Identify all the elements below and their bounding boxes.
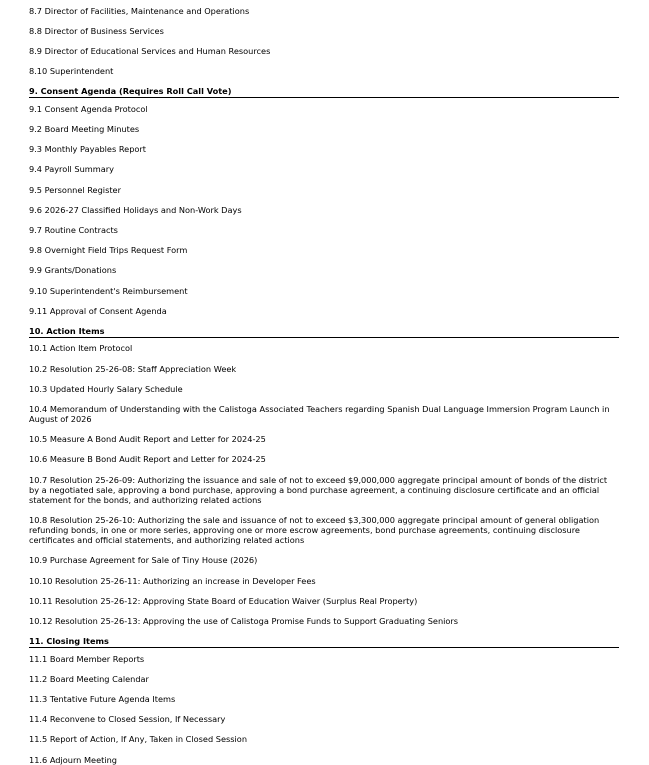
agenda-item-11-5[interactable]: 11.5 Report of Action, If Any, Taken in Closed Session: [29, 734, 248, 744]
agenda-item-10-10[interactable]: 10.10 Resolution 25-26-11: Authorizing an increase in Developer Fees: [29, 576, 316, 586]
agenda-item-8-10[interactable]: 8.10 Superintendent: [29, 66, 114, 76]
agenda-item-11-1[interactable]: 11.1 Board Member Reports: [29, 654, 145, 664]
section-heading-closing-items: 11. Closing Items: [29, 636, 619, 648]
agenda-item-10-7[interactable]: 10.7 Resolution 25-26-09: Authorizing the issuance and sale of not to exceed $9,000,000 aggregate principal amount of bonds of the district by a negotiated sale, approving a bond purchase, approving a bond purchase agreement, a continuing disclosure certificate and an official statement for the bonds, and authorizing related actions: [29, 475, 608, 505]
agenda-item-11-6[interactable]: 11.6 Adjourn Meeting: [29, 755, 117, 765]
agenda-item-11-2[interactable]: 11.2 Board Meeting Calendar: [29, 674, 149, 684]
agenda-item-10-4[interactable]: 10.4 Memorandum of Understanding with the Calistoga Associated Teachers regarding Spanish Dual Language Immersion Program Launch in August of 2026: [29, 404, 610, 424]
agenda-item-10-12[interactable]: 10.12 Resolution 25-26-13: Approving the use of Calistoga Promise Funds to Support Graduating Seniors: [29, 616, 459, 626]
agenda-item-9-6[interactable]: 9.6 2026-27 Classified Holidays and Non-Work Days: [29, 205, 242, 215]
agenda-item-9-1[interactable]: 9.1 Consent Agenda Protocol: [29, 104, 148, 114]
agenda-item-10-5[interactable]: 10.5 Measure A Bond Audit Report and Letter for 2024-25: [29, 434, 266, 444]
agenda-item-10-11[interactable]: 10.11 Resolution 25-26-12: Approving State Board of Education Waiver (Surplus Real Property): [29, 596, 418, 606]
agenda-item-9-2[interactable]: 9.2 Board Meeting Minutes: [29, 124, 140, 134]
agenda-item-9-8[interactable]: 9.8 Overnight Field Trips Request Form: [29, 245, 188, 255]
agenda-item-9-9[interactable]: 9.9 Grants/Donations: [29, 265, 117, 275]
agenda-item-10-6[interactable]: 10.6 Measure B Bond Audit Report and Letter for 2024-25: [29, 454, 266, 464]
agenda-item-11-4[interactable]: 11.4 Reconvene to Closed Session, If Necessary: [29, 714, 226, 724]
agenda-item-8-8[interactable]: 8.8 Director of Business Services: [29, 26, 164, 36]
agenda-item-9-5[interactable]: 9.5 Personnel Register: [29, 185, 121, 195]
agenda-item-10-8[interactable]: 10.8 Resolution 25-26-10: Authorizing the sale and issuance of not to exceed $3,300,000 aggregate principal amount of general obligation refunding bonds, in one or more series, approving one or more escrow agreements, bond purchase agreements, continuing disclosure certificates and official statements, and authorizing related actions: [29, 515, 600, 545]
agenda-item-8-7[interactable]: 8.7 Director of Facilities, Maintenance and Operations: [29, 6, 250, 16]
agenda-item-9-4[interactable]: 9.4 Payroll Summary: [29, 164, 114, 174]
agenda-item-10-2[interactable]: 10.2 Resolution 25-26-08: Staff Appreciation Week: [29, 364, 237, 374]
agenda-item-9-7[interactable]: 9.7 Routine Contracts: [29, 225, 118, 235]
agenda-item-10-1[interactable]: 10.1 Action Item Protocol: [29, 343, 133, 353]
agenda-item-9-3[interactable]: 9.3 Monthly Payables Report: [29, 144, 146, 154]
agenda-item-9-10[interactable]: 9.10 Superintendent's Reimbursement: [29, 286, 188, 296]
agenda-item-10-3[interactable]: 10.3 Updated Hourly Salary Schedule: [29, 384, 183, 394]
agenda-item-8-9[interactable]: 8.9 Director of Educational Services and Human Resources: [29, 46, 271, 56]
agenda-item-9-11[interactable]: 9.11 Approval of Consent Agenda: [29, 306, 167, 316]
section-heading-consent-agenda: 9. Consent Agenda (Requires Roll Call Vote): [29, 86, 619, 98]
section-heading-action-items: 10. Action Items: [29, 326, 619, 338]
agenda-item-11-3[interactable]: 11.3 Tentative Future Agenda Items: [29, 694, 176, 704]
agenda-item-10-9[interactable]: 10.9 Purchase Agreement for Sale of Tiny House (2026): [29, 555, 258, 565]
